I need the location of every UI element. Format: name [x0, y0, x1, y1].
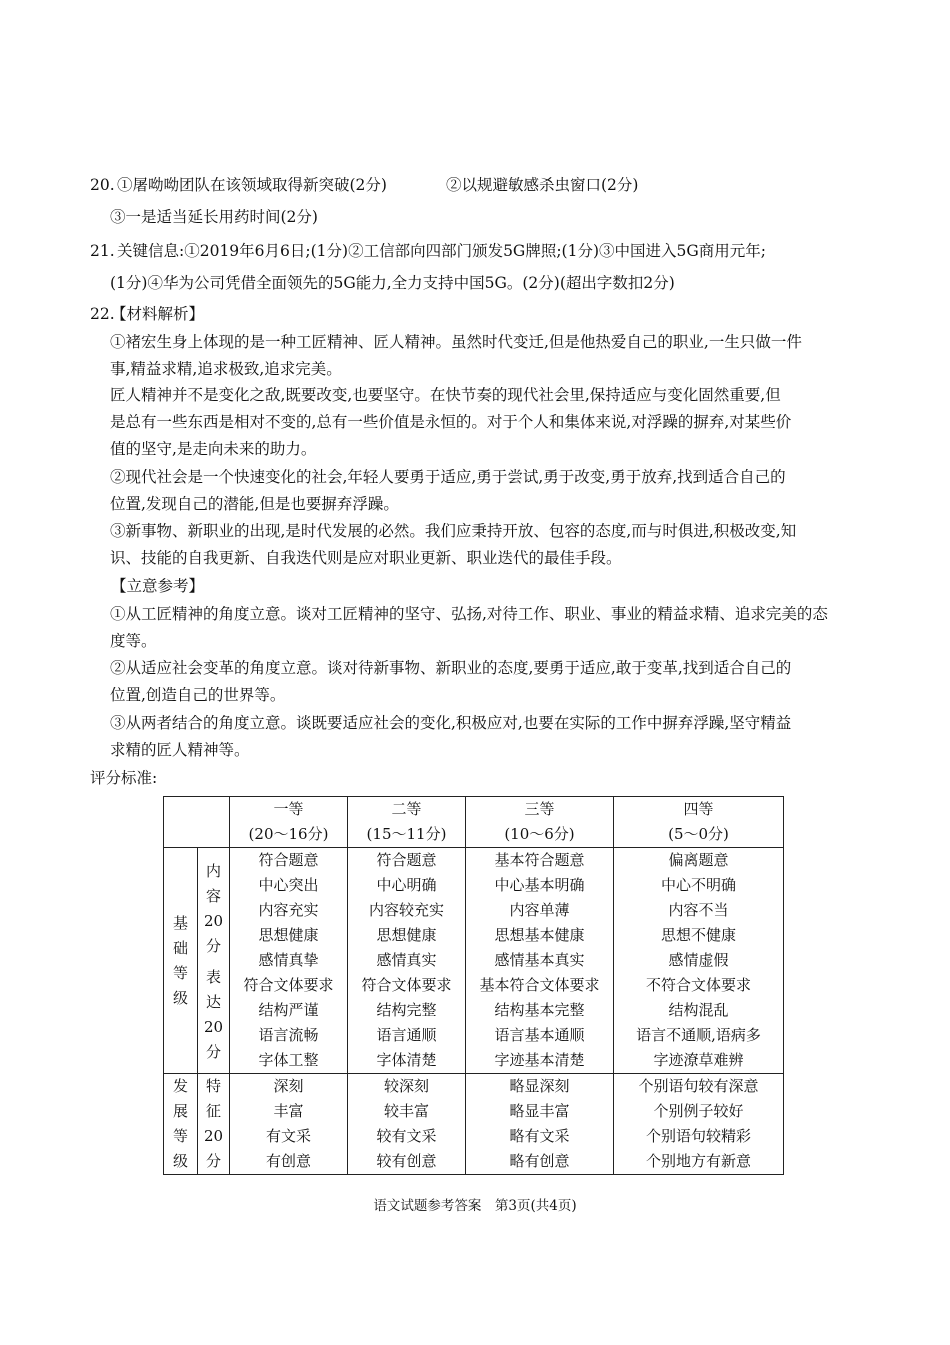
- criterion: 字迹基本清楚: [494, 1051, 585, 1069]
- basic-grade-1: [230, 848, 348, 1074]
- criterion: 略有创意: [509, 1152, 570, 1170]
- content-expression-label: [198, 848, 230, 1074]
- development-grade-4: [614, 1074, 784, 1175]
- label-char: 分: [205, 1152, 221, 1170]
- grade-range: (10～6分): [504, 825, 575, 843]
- criterion: 深刻: [273, 1077, 304, 1095]
- grade-header-1: [230, 797, 348, 848]
- development-grade-2: [348, 1074, 466, 1175]
- criterion: 思想不健康: [660, 926, 736, 944]
- criterion: 内容较充实: [368, 901, 444, 919]
- criterion: 偏离题意: [668, 851, 729, 869]
- criterion: 感情真实: [376, 951, 437, 969]
- content-label: [198, 857, 229, 959]
- criterion: 中心突出: [258, 876, 319, 894]
- label-char: 基: [172, 913, 188, 932]
- feature-label: [198, 1074, 230, 1175]
- criterion: 个别语句较精彩: [645, 1127, 751, 1145]
- development-grade-3: [466, 1074, 614, 1175]
- criterion: 符合文体要求: [361, 976, 452, 994]
- criterion: 中心基本明确: [494, 876, 585, 894]
- rubric-header-row: [164, 797, 784, 848]
- development-grade-1: [230, 1074, 348, 1175]
- q20-answer-1: ①屠呦呦团队在该领域取得新突破(2分): [117, 176, 387, 194]
- criterion: 基本符合文体要求: [479, 976, 600, 994]
- basic-level-row: [164, 848, 784, 1074]
- rubric-title: 评分标准:: [90, 769, 158, 787]
- label-char: 发: [172, 1077, 188, 1095]
- criterion: 丰富: [273, 1102, 304, 1120]
- page-footer: 语文试题参考答案 第3页(共4页): [373, 1198, 577, 1214]
- label-char: 达: [205, 992, 221, 1011]
- criterion: 较丰富: [383, 1102, 429, 1120]
- q22-theme1-line1: ①从工匠精神的角度立意。谈对工匠精神的坚守、弘扬,对待工作、职业、事业的精益求精、追求完美的态: [110, 605, 828, 623]
- criterion: 感情真挚: [258, 951, 319, 969]
- criterion: 内容单薄: [509, 901, 570, 919]
- rubric-corner-cell: [164, 797, 230, 848]
- criterion: 符合题意: [376, 851, 437, 869]
- q22-para2-line1: 匠人精神并不是变化之敌,既要改变,也要坚守。在快节奏的现代社会里,保持适应与变化固然重要,但: [110, 386, 781, 404]
- grade-range: (5～0分): [668, 825, 729, 843]
- criterion: 字体清楚: [376, 1051, 437, 1069]
- label-char: 表: [205, 967, 221, 986]
- q22-para3-line1: ②现代社会是一个快速变化的社会,年轻人要勇于适应,勇于尝试,勇于改变,勇于放弃,找到适合自己的: [110, 468, 786, 486]
- grade-range: (20～16分): [248, 825, 329, 843]
- grade-name: 三等: [524, 800, 555, 818]
- q22-heading-theme: 【立意参考】: [111, 577, 205, 595]
- criterion: 思想健康: [258, 926, 319, 944]
- criterion: 略显丰富: [509, 1102, 570, 1120]
- criterion: 较深刻: [383, 1077, 429, 1095]
- criterion: 中心不明确: [660, 876, 736, 894]
- criterion: 思想健康: [376, 926, 437, 944]
- criterion: 略显深刻: [509, 1077, 570, 1095]
- q22-theme2-line2: 位置,创造自己的世界等。: [110, 686, 286, 704]
- label-char: 分: [205, 1042, 221, 1061]
- basic-grade-2: [348, 848, 466, 1074]
- grade-name: 一等: [273, 800, 304, 818]
- criterion: 字迹潦草难辨: [653, 1051, 744, 1069]
- q22-theme2-line1: ②从适应社会变革的角度立意。谈对待新事物、新职业的态度,要勇于适应,敢于变革,找到适合自己的: [110, 659, 792, 677]
- criterion: 有创意: [265, 1152, 311, 1170]
- label-char: 20: [203, 1017, 224, 1036]
- label-char: 础: [172, 938, 188, 957]
- q21-number: 21.: [90, 242, 115, 260]
- grade-name: 四等: [683, 800, 714, 818]
- q20-answer-2: ②以规避敏感杀虫窗口(2分): [446, 176, 639, 194]
- criterion: 结构完整: [376, 1001, 437, 1019]
- q22-para1-line2: 事,精益求精,追求极致,追求完美。: [110, 360, 342, 378]
- q21-line-1: 关键信息:①2019年6月6日;(1分)②工信部向四部门颁发5G牌照;(1分)③中国进入5G商用元年;: [117, 242, 766, 260]
- criterion: 语言通顺: [376, 1026, 437, 1044]
- basic-grade-4: [614, 848, 784, 1074]
- criterion: 结构混乱: [668, 1001, 729, 1019]
- development-level-label: [164, 1074, 198, 1175]
- criterion: 个别语句较有深意: [638, 1077, 759, 1095]
- label-char: 级: [172, 988, 188, 1007]
- q21-line-2: (1分)④华为公司凭借全面领先的5G能力,全力支持中国5G。(2分)(超出字数扣2分): [110, 274, 675, 292]
- label-char: 等: [172, 1127, 188, 1145]
- criterion: 语言不通顺,语病多: [636, 1026, 761, 1044]
- criterion: 个别例子较好: [653, 1102, 744, 1120]
- criterion: 语言基本通顺: [494, 1026, 585, 1044]
- label-char: 20: [203, 911, 224, 930]
- criterion: 个别地方有新意: [645, 1152, 751, 1170]
- basic-level-label: [164, 848, 198, 1074]
- criterion: 不符合文体要求: [645, 976, 751, 994]
- q20-answer-3: ③一是适当延长用药时间(2分): [110, 208, 318, 226]
- q22-para1-line1: ①褚宏生身上体现的是一种工匠精神、匠人精神。虽然时代变迁,但是他热爱自己的职业,一生只做一件: [110, 333, 802, 351]
- grade-header-4: [614, 797, 784, 848]
- q22-para4-line2: 识、技能的自我更新、自我迭代则是应对职业更新、职业迭代的最佳手段。: [110, 549, 622, 567]
- q22-para4-line1: ③新事物、新职业的出现,是时代发展的必然。我们应秉持开放、包容的态度,而与时俱进,积极改变,知: [110, 522, 797, 540]
- label-char: 等: [172, 963, 188, 982]
- criterion: 基本符合题意: [494, 851, 585, 869]
- label-char: 20: [203, 1127, 224, 1145]
- q22-para2-line3: 值的坚守,是走向未来的助力。: [110, 440, 317, 458]
- criterion: 结构基本完整: [494, 1001, 585, 1019]
- label-char: 特: [205, 1077, 221, 1095]
- q22-para2-line2: 是总有一些东西是相对不变的,总有一些价值是永恒的。对于个人和集体来说,对浮躁的摒弃,对某些价: [110, 413, 792, 431]
- criterion: 较有创意: [376, 1152, 437, 1170]
- label-char: 展: [172, 1102, 188, 1120]
- grade-header-2: [348, 797, 466, 848]
- criterion: 内容不当: [668, 901, 729, 919]
- criterion: 语言流畅: [258, 1026, 319, 1044]
- grade-name: 二等: [391, 800, 422, 818]
- development-level-row: [164, 1074, 784, 1175]
- criterion: 内容充实: [258, 901, 319, 919]
- criterion: 有文采: [265, 1127, 311, 1145]
- grade-range: (15～11分): [366, 825, 447, 843]
- criterion: 结构严谨: [258, 1001, 319, 1019]
- criterion: 感情基本真实: [494, 951, 585, 969]
- q22-theme1-line2: 度等。: [110, 632, 157, 650]
- criterion: 字体工整: [258, 1051, 319, 1069]
- criterion: 思想基本健康: [494, 926, 585, 944]
- expression-label: [198, 959, 229, 1065]
- q22-theme3-line2: 求精的匠人精神等。: [110, 741, 250, 759]
- q22-theme3-line1: ③从两者结合的角度立意。谈既要适应社会的变化,积极应对,也要在实际的工作中摒弃浮躁,坚守精益: [110, 714, 792, 732]
- q22-heading-analysis: 【材料解析】: [111, 305, 205, 323]
- q22-number: 22.: [90, 305, 115, 323]
- label-char: 级: [172, 1152, 188, 1170]
- label-char: 征: [205, 1102, 221, 1120]
- criterion: 较有文采: [376, 1127, 437, 1145]
- q22-para3-line2: 位置,发现自己的潜能,但是也要摒弃浮躁。: [110, 495, 399, 513]
- criterion: 感情虚假: [668, 951, 729, 969]
- criterion: 符合题意: [258, 851, 319, 869]
- grade-header-3: [466, 797, 614, 848]
- q20-number: 20.: [90, 176, 115, 194]
- rubric-table: [163, 796, 784, 1175]
- label-char: 内: [205, 861, 221, 880]
- criterion: 符合文体要求: [243, 976, 334, 994]
- basic-grade-3: [466, 848, 614, 1074]
- label-char: 容: [205, 886, 221, 905]
- criterion: 中心明确: [376, 876, 437, 894]
- criterion: 略有文采: [509, 1127, 570, 1145]
- label-char: 分: [205, 936, 221, 955]
